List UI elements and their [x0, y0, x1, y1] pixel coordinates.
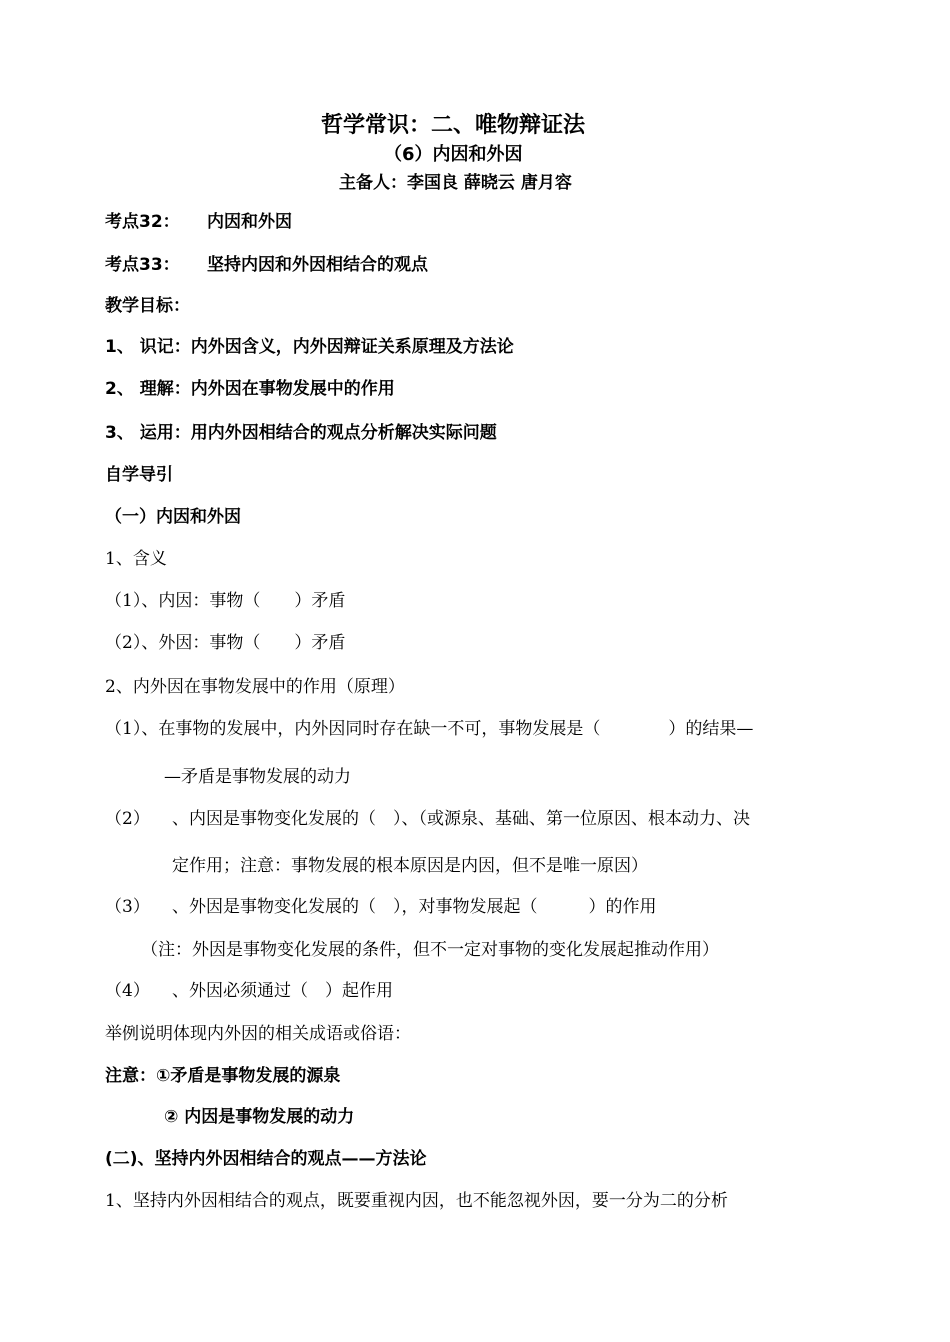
note-line-2: ② 内因是事物发展的动力 [164, 1107, 355, 1127]
note-line-1: 注意：①矛盾是事物发展的源泉 [105, 1066, 341, 1086]
exam-point-32-label: 考点32： [105, 212, 180, 232]
role1-line2: —矛盾是事物发展的动力 [164, 767, 351, 787]
exam-point-33-text: 坚持内因和外因相结合的观点 [207, 255, 428, 275]
role-heading: 2、内外因在事物发展中的作用（原理） [105, 677, 405, 697]
role1-line1: （1）、在事物的发展中，内外因同时存在缺一不可，事物发展是（ ）的结果— [105, 719, 754, 739]
role2-number: （2） [105, 809, 150, 829]
role2-line2: 定作用；注意：事物发展的根本原因是内因，但不是唯一原因） [172, 856, 648, 876]
inner-cause-line: （1）、内因：事物（ ）矛盾 [105, 591, 346, 611]
role2-line1: 、内因是事物变化发展的（ ）、（或源泉、基础、第一位原因、根本动力、决 [172, 809, 750, 829]
section1-heading: （一）内因和外因 [105, 507, 241, 527]
meaning-heading: 1、含义 [105, 549, 167, 569]
role3-number: （3） [105, 897, 150, 917]
role4-line1: 、外因必须通过（ ）起作用 [172, 981, 393, 1001]
exam-point-33-label: 考点33： [105, 255, 180, 275]
goal-item-1: 1、 识记：内外因含义，内外因辩证关系原理及方法论 [105, 337, 514, 357]
section2-heading: (二)、坚持内外因相结合的观点——方法论 [105, 1149, 427, 1169]
guide-heading: 自学导引 [105, 465, 173, 485]
authors-line: 主备人：李国良 薛晓云 唐月容 [339, 173, 572, 193]
goals-heading: 教学目标： [105, 296, 190, 316]
role4-number: （4） [105, 981, 150, 1001]
goal-item-3: 3、 运用：用内外因相结合的观点分析解决实际问题 [105, 423, 497, 443]
role3-note: （注：外因是事物变化发展的条件，但不一定对事物的变化发展起推动作用） [141, 940, 719, 960]
goal-item-2: 2、 理解：内外因在事物发展中的作用 [105, 379, 395, 399]
method-line-1: 1、坚持内外因相结合的观点，既要重视内因，也不能忽视外因，要一分为二的分析 [105, 1191, 728, 1211]
outer-cause-line: （2）、外因：事物（ ）矛盾 [105, 633, 346, 653]
document-title: 哲学常识：二、唯物辩证法 [321, 113, 586, 138]
idioms-prompt: 举例说明体现内外因的相关成语或俗语： [105, 1024, 411, 1044]
exam-point-32-text: 内因和外因 [207, 212, 292, 232]
role3-line1: 、外因是事物变化发展的（ ），对事物发展起（ ）的作用 [172, 897, 657, 917]
document-subtitle: （6）内因和外因 [384, 144, 523, 165]
